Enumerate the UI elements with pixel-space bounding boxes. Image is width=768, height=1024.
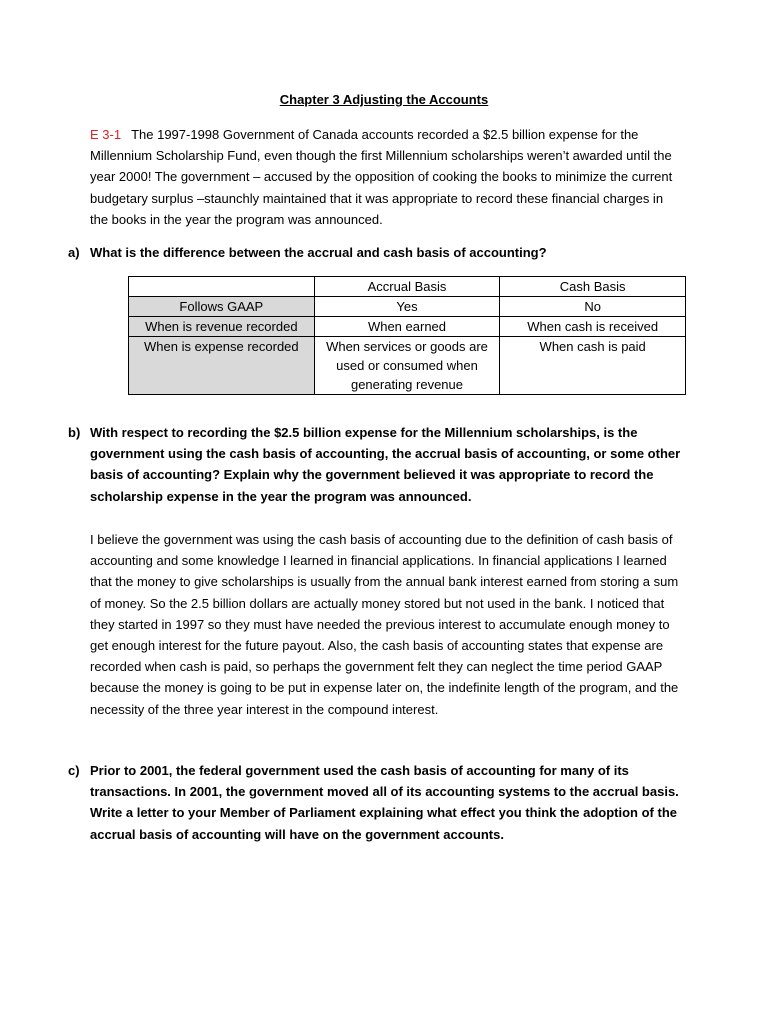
question-c-text: Prior to 2001, the federal government used the cash basis of accounting for many of its transactions. In 2001, the government moved all of its accounting systems to the accrual basis. Write a letter to your Member of Parliament explaining what effect you think the adoption of the accrual basis of accounting will have on the government accounts.	[90, 763, 679, 842]
answer-b-text: I believe the government was using the cash basis of accounting due to the definition of cash basis of accounting and some knowledge I learned in financial applications. In financial applications I learned that the money to give scholarships is usually from the annual bank interest earned from storing a sum of money. So the 2.5 billion dollars are actually money stored but not used in the bank. I noticed that they started in 1997 so they must have needed the previous interest to accumulate enough money to get enough interest for the future payout. Also, the cash basis of accounting states that expense are recorded when cash is paid, so perhaps the government felt they can neglect the time period GAAP because the money is going to be put in expense later on, the indefinite length of the program, and the necessity of the three year interest in the compound interest.	[90, 532, 679, 717]
exercise-code: E 3-1	[90, 127, 122, 142]
table-cell: When cash is paid	[500, 337, 686, 395]
table-header-row	[129, 277, 686, 297]
question-a-letter: a)	[68, 245, 80, 260]
question-b-text: With respect to recording the $2.5 billion expense for the Millennium scholarships, is the government using the cash basis of accounting, the accrual basis of accounting, or some other basis of accounting? Explain why the government believed it was appropriate to record the scholarship expense in the year the program was announced.	[90, 425, 681, 504]
table-cell: When cash is received	[500, 317, 686, 337]
table-cell: No	[500, 297, 686, 317]
table-row	[129, 337, 686, 395]
table-row-header: When is expense recorded	[129, 337, 315, 395]
question-b-letter: b)	[68, 425, 81, 440]
page-title: Chapter 3 Adjusting the Accounts	[279, 92, 489, 107]
table-header-cell: Accrual Basis	[314, 277, 500, 297]
table-header-cell: Cash Basis	[500, 277, 686, 297]
table-cell: When services or goods are used or consumed when generating revenue	[314, 337, 500, 395]
table-row-header: Follows GAAP	[129, 297, 315, 317]
question-b	[68, 422, 688, 507]
table-cell: Yes	[314, 297, 500, 317]
exercise-intro	[90, 124, 680, 230]
question-a-text: What is the difference between the accrual and cash basis of accounting?	[90, 245, 547, 260]
question-a	[68, 242, 688, 263]
question-c-letter: c)	[68, 763, 80, 778]
table-row-header: When is revenue recorded	[129, 317, 315, 337]
table-row	[129, 297, 686, 317]
table-cell: When earned	[314, 317, 500, 337]
comparison-table	[128, 276, 686, 395]
table-row	[129, 317, 686, 337]
table-header-cell	[129, 277, 315, 297]
question-c	[68, 760, 688, 845]
exercise-text: The 1997-1998 Government of Canada accounts recorded a $2.5 billion expense for the Millennium Scholarship Fund, even though the first Millennium scholarships weren’t awarded until the year 2000! The government – accused by the opposition of cooking the books to minimize the current budgetary surplus –staunchly maintained that it was appropriate to record these financial charges in the books in the year the program was announced.	[90, 127, 673, 227]
